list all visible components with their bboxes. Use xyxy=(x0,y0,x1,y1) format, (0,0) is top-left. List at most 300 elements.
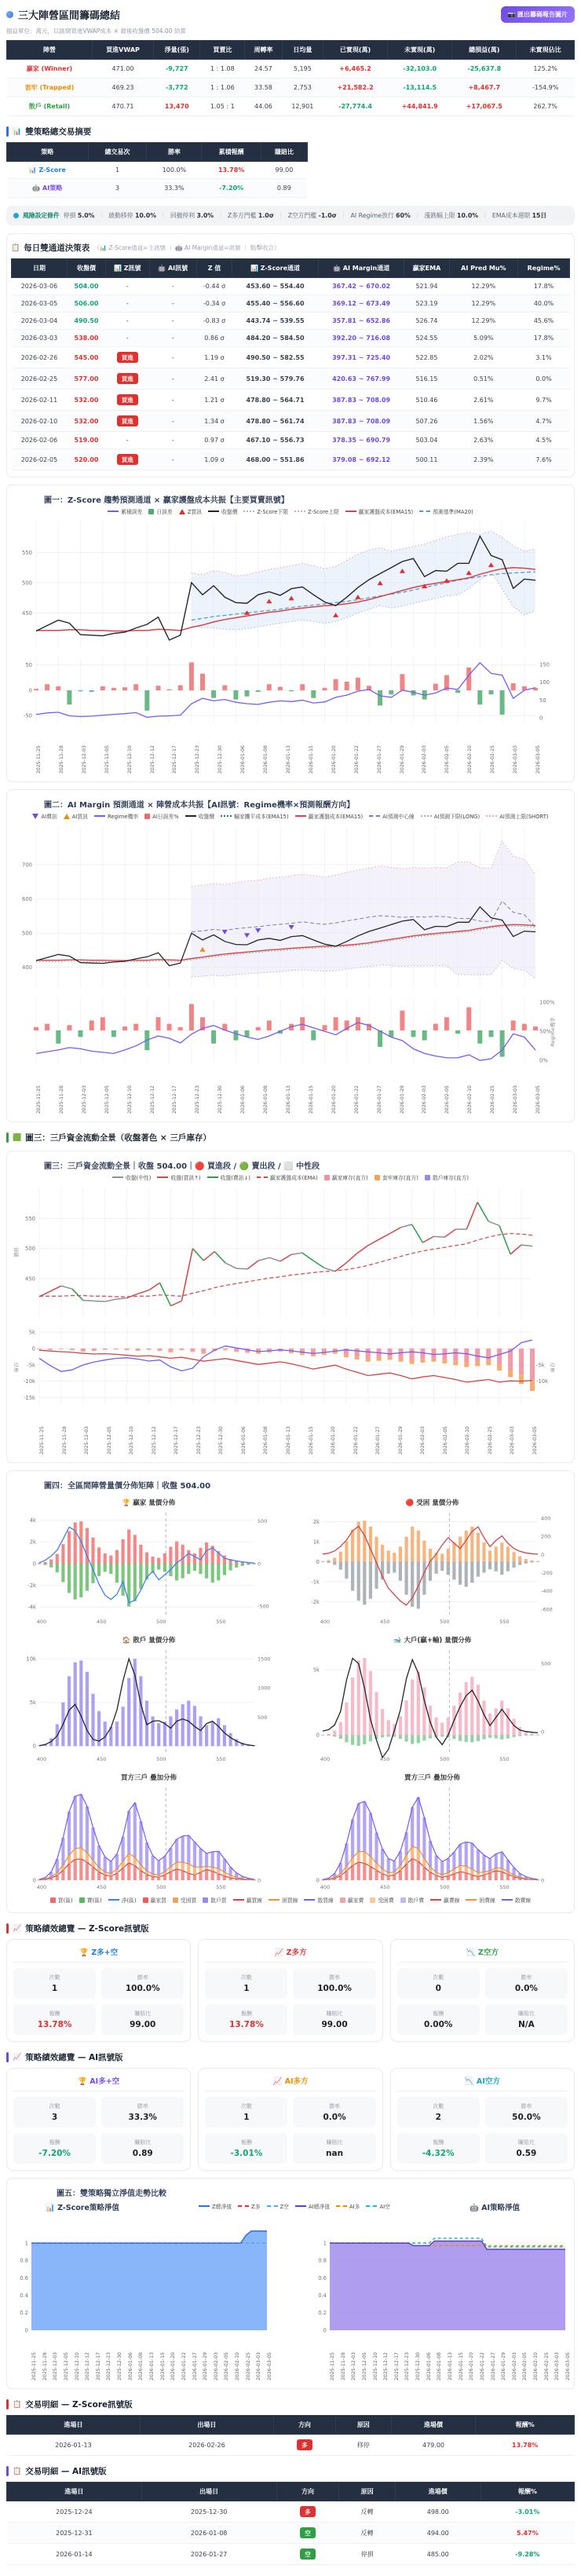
section-decision-table[interactable] xyxy=(11,242,570,254)
table-cell: 5.47% xyxy=(481,2523,574,2544)
legend-swatch xyxy=(203,1897,208,1903)
legend-item[interactable] xyxy=(32,812,57,820)
table-row[interactable] xyxy=(12,449,570,470)
column-header: 進場日 xyxy=(7,2416,141,2435)
legend-label: AI預測上限(SHORT) xyxy=(499,814,549,820)
legend-label: 贏家賣 xyxy=(347,1897,364,1904)
svg-text:450: 450 xyxy=(379,1619,390,1625)
svg-text:0%: 0% xyxy=(539,1057,548,1064)
legend-swatch xyxy=(185,815,196,817)
table-cell: - xyxy=(105,432,149,449)
column-header: 方向 xyxy=(276,2483,339,2501)
chart-canvas xyxy=(309,2214,570,2333)
table-cell: 484.20 ~ 584.50 xyxy=(232,330,319,347)
table-cell: - xyxy=(149,449,196,470)
chart4-subplot xyxy=(294,1768,570,1894)
stat-box xyxy=(293,2097,375,2128)
stat-box xyxy=(13,1968,96,1999)
x-axis-labels: 2025-11-25 2025-11-28 2025-12-03 2025-12-05 2025-12-10 2025-12-12 2025-12-17 2025-12-23 2025-12-30 2026-01-06 2026-01-08 2026-01-13 2026-01-15 2026-01-20 2026-01-22 2026-01-27 2026-01-29 2026-02-03 2026-02-05 2026-02-10 2026-02-25 2026-03-03 2026-03-05 xyxy=(330,2352,571,2380)
legend-item[interactable] xyxy=(144,812,179,820)
chart-canvas xyxy=(11,654,561,730)
table-cell: -0.83 σ xyxy=(196,313,232,330)
stat-value: 0 xyxy=(435,1984,441,1993)
legend-item[interactable] xyxy=(143,1896,166,1904)
table-cell: -7.20% xyxy=(202,179,261,198)
table-row xyxy=(7,2544,575,2565)
table-cell: 526.74 xyxy=(404,313,449,330)
table-cell: 2026-02-06 xyxy=(12,432,68,449)
table-cell: -154.9% xyxy=(517,79,575,97)
export-report-button[interactable]: 📷 匯出籌碼報告圖片 xyxy=(501,6,575,23)
table-cell: 2.61% xyxy=(449,390,518,411)
legend-label: AI買訊 xyxy=(71,814,88,820)
svg-text:50: 50 xyxy=(25,662,32,669)
table-cell: 519.30 ~ 579.76 xyxy=(232,368,319,390)
subplot-title: 🏆 贏家 量價分佈 xyxy=(122,1499,176,1507)
table-cell: 520.00 xyxy=(67,449,105,470)
table-cell: 506.00 xyxy=(67,295,105,313)
pnl-unit-note: 損益單位：萬元，以區間買進VWAP成本 × 最後收盤價 504.00 結算 xyxy=(6,27,186,35)
table-cell: - xyxy=(149,313,196,330)
stat-box xyxy=(293,1968,375,1999)
chart5-panels xyxy=(11,2214,570,2382)
table-cell: -3,772 xyxy=(154,79,200,97)
legend-swatch xyxy=(295,2205,306,2207)
stat-value: 0.0% xyxy=(323,2113,346,2122)
svg-text:50: 50 xyxy=(539,697,546,704)
svg-text:0: 0 xyxy=(541,1551,545,1558)
svg-text:150: 150 xyxy=(539,661,550,668)
chart-canvas xyxy=(11,1783,283,1891)
table-cell: 443.74 ~ 539.55 xyxy=(232,313,319,330)
stat-box xyxy=(101,1968,184,1999)
table-cell: 2025-12-31 xyxy=(7,2523,142,2544)
svg-text:400: 400 xyxy=(320,1619,331,1625)
legend-item[interactable] xyxy=(336,2202,360,2210)
legend-item[interactable] xyxy=(173,1896,196,1904)
chart-canvas xyxy=(294,1783,566,1891)
column-header: 周轉率 xyxy=(245,41,282,60)
daily-decision-table xyxy=(11,258,570,470)
stat-value: 100.0% xyxy=(125,1984,160,1993)
table-cell: 33.58 xyxy=(245,79,282,97)
svg-text:0: 0 xyxy=(24,2327,28,2333)
table-cell: 100.0% xyxy=(147,162,202,179)
column-header: 賺賠比 xyxy=(261,143,307,162)
section-title: 策略績效總覽 — Z-Score訊號版 xyxy=(25,1924,149,1934)
legend-swatch xyxy=(502,1899,513,1901)
svg-text:0.6: 0.6 xyxy=(318,2274,327,2281)
svg-text:庫存: 庫存 xyxy=(13,1362,20,1373)
svg-text:550: 550 xyxy=(216,1884,226,1890)
decision-note: （📊 Z-Score通道=主訊號 ｜ 🤖 AI Margin通道=訊號 ｜ 點擊收合） xyxy=(93,244,280,251)
legend-item[interactable] xyxy=(157,1173,200,1181)
svg-text:500: 500 xyxy=(156,1619,166,1625)
chart1-title: 圖一：Z-Score 趨勢預測通道 × 贏家護盤成本共振【主要買賣訊號】 xyxy=(44,496,289,505)
table-row[interactable] xyxy=(12,347,570,368)
table-row[interactable] xyxy=(12,313,570,330)
legend-item[interactable] xyxy=(179,507,202,515)
table-cell: 40.0% xyxy=(518,295,570,313)
legend-label: AI總淨值 xyxy=(308,2204,330,2210)
legend-item[interactable] xyxy=(64,812,88,820)
svg-text:0: 0 xyxy=(32,1561,36,1568)
section-trades-z xyxy=(6,2399,575,2410)
stat-box xyxy=(13,2133,96,2164)
section-perf-ai xyxy=(6,2051,575,2063)
table-cell: 420.63 ~ 767.99 xyxy=(318,368,404,390)
legend-item[interactable] xyxy=(430,1896,459,1904)
svg-text:500: 500 xyxy=(22,930,32,937)
table-cell xyxy=(105,347,149,368)
svg-text:450: 450 xyxy=(25,1275,35,1283)
svg-text:550: 550 xyxy=(499,1619,510,1625)
stat-box xyxy=(205,2133,287,2164)
legend-item[interactable] xyxy=(208,507,237,515)
legend-item[interactable] xyxy=(108,1896,137,1904)
chart-canvas xyxy=(11,1645,283,1763)
legend-swatch xyxy=(295,815,306,817)
chart-up-icon: 📈 xyxy=(13,1924,22,1933)
table-cell: 44.06 xyxy=(245,97,282,116)
legend-label: 套牢庫存(直方) xyxy=(382,1175,418,1181)
legend-label: 受困賣 xyxy=(378,1897,394,1904)
legend-label: AI空 xyxy=(379,2204,390,2210)
chart3-fund-flow-chart xyxy=(11,1184,570,1456)
legend-item[interactable] xyxy=(243,507,288,515)
legend-item[interactable] xyxy=(345,507,414,515)
legend-label: 預測基準(MA20) xyxy=(433,509,473,515)
legend-item[interactable] xyxy=(419,507,473,515)
legend-label: 贏家庫存(直方) xyxy=(331,1175,368,1181)
table-row[interactable] xyxy=(12,295,570,313)
legend-item[interactable] xyxy=(112,1173,152,1181)
subplot-title: 🐋 大戶(贏+輸) 量價分佈 xyxy=(393,1637,472,1645)
table-cell: 9.7% xyxy=(518,390,570,411)
table-cell: - xyxy=(105,295,149,313)
table-cell: 378.35 ~ 690.79 xyxy=(318,432,404,449)
column-header: 買賣比 xyxy=(200,41,245,60)
table-cell: -0.34 σ xyxy=(196,295,232,313)
table-row[interactable] xyxy=(12,432,570,449)
table-cell: 4.5% xyxy=(518,432,570,449)
table-cell: 467.10 ~ 556.73 xyxy=(232,432,319,449)
legend-label: 賣(區) xyxy=(86,1897,102,1904)
svg-text:庫存: 庫存 xyxy=(550,1362,556,1373)
chart2-legend xyxy=(11,812,570,820)
svg-text:450: 450 xyxy=(379,1756,390,1762)
bar-chart-icon: 📊 xyxy=(13,127,22,136)
chart1-legend xyxy=(11,507,570,515)
table-cell: 1.19 σ xyxy=(196,347,232,368)
export-label: 匯出籌碼報告圖片 xyxy=(517,11,568,18)
table-cell: 387.83 ~ 708.09 xyxy=(318,411,404,432)
table-cell: 2026-01-08 xyxy=(141,2523,276,2544)
table-cell: 469.23 xyxy=(93,79,154,97)
table-cell: 12.29% xyxy=(449,278,518,295)
svg-text:2k: 2k xyxy=(29,1539,36,1546)
svg-text:Regime機率: Regime機率 xyxy=(550,1017,556,1047)
chart4-volume-profile-grid xyxy=(11,1493,570,1894)
stat-label: 賺賠比 xyxy=(517,2011,535,2017)
risk-item: AI Regime放行 60% xyxy=(350,212,411,219)
legend-label: 輸家攤平成本(EMA15) xyxy=(234,814,289,820)
table-cell: -13,114.5 xyxy=(388,79,452,97)
svg-text:0.6: 0.6 xyxy=(20,2274,28,2281)
legend-item[interactable] xyxy=(79,1896,102,1904)
legend-item[interactable] xyxy=(269,1896,298,1904)
legend-item[interactable] xyxy=(366,2202,389,2210)
legend-item[interactable] xyxy=(502,1896,531,1904)
section-title: 雙策略總交易摘要 xyxy=(25,127,92,137)
stat-label: 賺賠比 xyxy=(134,2139,152,2146)
legend-item[interactable] xyxy=(304,1896,333,1904)
legend-item[interactable] xyxy=(233,1896,262,1904)
stat-label: 勝率 xyxy=(137,1974,148,1981)
legend-label: 散戶庫存(直方) xyxy=(432,1175,470,1181)
stat-box xyxy=(485,2004,568,2035)
legend-item[interactable] xyxy=(400,1896,424,1904)
legend-item[interactable] xyxy=(221,812,289,820)
table-cell: 移停 xyxy=(335,2435,391,2456)
table-cell: 7.6% xyxy=(518,449,570,470)
chart4-title: 圖四：全區間陣營量價分佈矩陣｜收盤 504.00 xyxy=(44,1482,211,1491)
risk-item: 回撤停利 3.0% xyxy=(170,212,214,219)
table-row[interactable] xyxy=(12,368,570,390)
stat-value: 33.3% xyxy=(128,2113,157,2122)
table-cell: +6,465.2 xyxy=(323,60,388,79)
svg-text:500: 500 xyxy=(25,1246,35,1253)
stat-value: -3.01% xyxy=(230,2149,263,2158)
page-title: 三大陣營區間籌碼總結 xyxy=(18,10,121,22)
column-header: 進場價 xyxy=(395,2483,481,2501)
legend-swatch xyxy=(108,1899,119,1901)
table-cell: - xyxy=(105,313,149,330)
legend-item[interactable] xyxy=(199,2202,232,2210)
table-cell: 反轉 xyxy=(339,2501,395,2523)
stat-value: 1 xyxy=(51,1984,58,1993)
table-cell xyxy=(105,390,149,411)
x-axis-labels: 2025-11-25 2025-11-28 2025-12-03 2025-12-05 2025-12-10 2025-12-12 2025-12-17 2025-12-23 2025-12-30 2026-01-06 2026-01-08 2026-01-13 2026-01-15 2026-01-20 2026-01-22 2026-01-27 2026-01-29 2026-02-03 2026-02-05 2026-02-10 2026-02-25 2026-03-03 2026-03-05 xyxy=(36,745,541,774)
column-header: 已實現(萬) xyxy=(323,41,388,60)
legend-label: 贏家護盤成本(EMA15) xyxy=(308,814,364,820)
stat-label: 報酬 xyxy=(49,2139,60,2146)
legend-swatch xyxy=(345,510,356,512)
chart-canvas xyxy=(11,2214,272,2333)
stat-label: 次數 xyxy=(433,2103,444,2109)
legend-item[interactable] xyxy=(94,812,138,820)
svg-text:200: 200 xyxy=(541,1533,551,1540)
chart-up-icon: 📈 xyxy=(13,2053,22,2062)
table-cell: 2025-12-30 xyxy=(141,2501,276,2523)
legend-swatch xyxy=(94,815,105,817)
svg-text:0: 0 xyxy=(316,1877,320,1884)
stat-value: 3 xyxy=(51,2113,58,2122)
stat-value: 100.0% xyxy=(317,1984,352,1993)
table-row[interactable] xyxy=(12,411,570,432)
legend-item[interactable] xyxy=(421,812,480,820)
stat-box xyxy=(397,2133,480,2164)
svg-text:500: 500 xyxy=(258,1714,268,1721)
subplot-title: 買方三戶 疊加分佈 xyxy=(121,1774,177,1782)
stat-box xyxy=(485,2133,568,2164)
legend-item[interactable] xyxy=(50,1896,73,1904)
legend-swatch xyxy=(466,1899,477,1901)
column-header: 方向 xyxy=(273,2416,335,2435)
legend-item[interactable] xyxy=(375,1173,418,1181)
table-cell: - xyxy=(149,411,196,432)
legend-swatch xyxy=(179,509,185,514)
legend-item[interactable] xyxy=(238,2202,260,2210)
stat-label: 賺賠比 xyxy=(326,2139,343,2146)
stat-label: 勝率 xyxy=(137,2103,148,2109)
legend-item[interactable] xyxy=(295,2202,330,2210)
stat-box xyxy=(101,2004,184,2035)
section-title: 策略績效總覽 — AI訊號版 xyxy=(25,2053,123,2062)
section-perf-z xyxy=(6,1923,575,1934)
table-cell: 5.09% xyxy=(449,330,518,347)
legend-item[interactable] xyxy=(295,812,364,820)
legend-swatch xyxy=(430,1899,441,1901)
table-cell: - xyxy=(149,347,196,368)
x-axis-labels: 2025-11-25 2025-11-28 2025-12-03 2025-12-05 2025-12-10 2025-12-12 2025-12-17 2025-12-23 2025-12-30 2026-01-06 2026-01-08 2026-01-13 2026-01-15 2026-01-20 2026-01-22 2026-01-27 2026-01-29 2026-02-03 2026-02-05 2026-02-10 2026-02-25 2026-03-03 2026-03-05 xyxy=(31,2352,272,2380)
legend-item[interactable] xyxy=(370,1896,393,1904)
table-cell: 503.04 xyxy=(404,432,449,449)
stat-value: 99.00 xyxy=(321,2020,348,2029)
legend-label: 贏家護盤成本(EMA15) xyxy=(358,509,414,515)
stat-label: 次數 xyxy=(240,2103,252,2109)
legend-swatch xyxy=(369,815,380,817)
risk-item: Z多方門檻 1.0σ xyxy=(227,212,274,219)
table-cell: 2026-01-14 xyxy=(7,2544,142,2565)
svg-text:0: 0 xyxy=(258,1561,261,1568)
table-cell: 545.00 xyxy=(67,347,105,368)
table-cell: 538.00 xyxy=(67,330,105,347)
table-cell: 2026-01-13 xyxy=(7,2435,141,2456)
table-row xyxy=(7,179,308,198)
table-row[interactable] xyxy=(12,278,570,295)
table-cell: -9,727 xyxy=(154,60,200,79)
signal-badge: 買進 xyxy=(117,373,138,384)
section-chart3 xyxy=(6,1132,575,1143)
legend-label: 贏家護盤成本(EMA) xyxy=(269,1175,318,1181)
table-cell: 3.1% xyxy=(518,347,570,368)
chart1-zscore-channel-chart xyxy=(11,518,570,775)
legend-item[interactable] xyxy=(257,1173,318,1181)
column-header: 📊 Z訊號 xyxy=(105,259,149,278)
stat-box xyxy=(101,2097,184,2128)
column-header: 進場日 xyxy=(7,2483,142,2501)
clipboard-icon: 📋 xyxy=(13,2467,22,2475)
legend-item[interactable] xyxy=(108,507,142,515)
svg-text:-600: -600 xyxy=(541,1606,553,1613)
svg-text:550: 550 xyxy=(25,1215,35,1222)
column-header: 淨量(張) xyxy=(154,41,200,60)
legend-item[interactable] xyxy=(466,1896,495,1904)
column-header: 報酬% xyxy=(476,2416,575,2435)
separator: ｜ xyxy=(98,212,105,219)
column-header: 勝率 xyxy=(147,143,202,162)
legend-item[interactable] xyxy=(486,812,548,820)
table-cell: - xyxy=(105,278,149,295)
svg-text:500: 500 xyxy=(541,1660,551,1667)
stat-box xyxy=(293,2004,375,2035)
table-cell xyxy=(273,2435,335,2456)
legend-swatch xyxy=(221,815,232,817)
legend-item[interactable] xyxy=(203,1896,226,1904)
svg-text:-400: -400 xyxy=(541,1588,553,1595)
legend-swatch xyxy=(400,1897,406,1903)
legend-label: Z-Score上限 xyxy=(308,509,339,515)
risk-item: Z空方門檻 -1.0σ xyxy=(287,212,337,219)
svg-text:550: 550 xyxy=(499,1884,510,1890)
stat-value: 1 xyxy=(243,2113,250,2122)
trades-ai-table xyxy=(6,2482,575,2565)
legend-item[interactable] xyxy=(267,2202,289,2210)
column-header: 出場日 xyxy=(140,2416,273,2435)
table-row[interactable] xyxy=(12,390,570,411)
stat-value: 13.78% xyxy=(229,2020,264,2029)
legend-item[interactable] xyxy=(340,1896,364,1904)
column-header: 累積報酬 xyxy=(202,143,261,162)
table-cell: 490.50 xyxy=(67,313,105,330)
section-accent xyxy=(6,2466,9,2476)
chart4-subplot xyxy=(11,1768,287,1894)
legend-item[interactable] xyxy=(148,507,172,515)
svg-text:0: 0 xyxy=(316,1732,320,1739)
table-cell: +8,467.7 xyxy=(452,79,517,97)
legend-swatch xyxy=(32,814,38,819)
legend-item[interactable] xyxy=(185,812,214,820)
legend-label: AI賣訊 xyxy=(41,814,57,820)
legend-label: 散買線 xyxy=(317,1897,334,1904)
legend-item[interactable] xyxy=(425,1173,469,1181)
svg-text:0.8: 0.8 xyxy=(20,2257,28,2264)
svg-text:1: 1 xyxy=(24,2240,28,2247)
legend-item[interactable] xyxy=(369,812,415,820)
svg-text:0.8: 0.8 xyxy=(318,2257,327,2264)
table-cell: 500.11 xyxy=(404,449,449,470)
legend-label: AI日誤差% xyxy=(152,814,179,820)
chart-canvas xyxy=(11,518,561,651)
chart4-subplot xyxy=(294,1493,570,1629)
table-row[interactable] xyxy=(12,330,570,347)
svg-text:-4k: -4k xyxy=(27,1604,36,1611)
legend-item[interactable] xyxy=(324,1173,368,1181)
legend-item[interactable] xyxy=(207,1173,250,1181)
perf-card-title: 🏆 Z多+空 xyxy=(13,1946,184,1963)
table-cell: 2.39% xyxy=(449,449,518,470)
legend-swatch xyxy=(143,1897,148,1903)
svg-text:450: 450 xyxy=(379,1884,390,1890)
section-accent xyxy=(6,2052,9,2062)
chart-canvas xyxy=(11,1324,561,1411)
svg-text:450: 450 xyxy=(96,1884,107,1890)
stat-label: 報酬 xyxy=(433,2011,444,2017)
stat-box xyxy=(485,1968,568,1999)
risk-label: 風險設定條件 xyxy=(23,212,60,219)
legend-swatch xyxy=(148,509,154,514)
table-cell: 2026-02-05 xyxy=(12,449,68,470)
legend-item[interactable] xyxy=(294,507,339,515)
table-cell: 🤖 AI策略 xyxy=(7,179,89,198)
column-header: 未實現佔比 xyxy=(517,41,575,60)
stat-value: 0.0% xyxy=(514,1984,538,1993)
legend-swatch xyxy=(238,2205,249,2207)
table-cell: -9.28% xyxy=(481,2544,574,2565)
column-header: 收盤價 xyxy=(67,259,105,278)
svg-text:400: 400 xyxy=(36,1884,47,1890)
